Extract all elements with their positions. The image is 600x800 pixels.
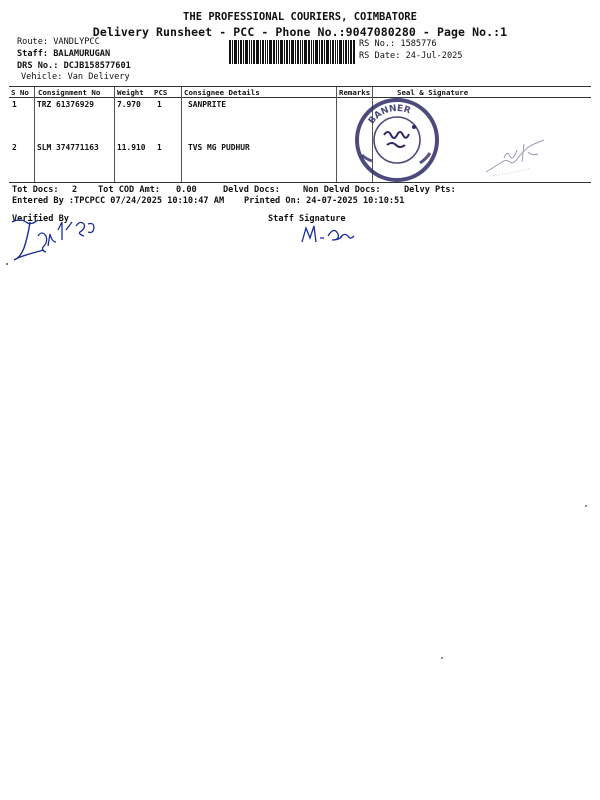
row1-consignee: SANPRITE <box>188 100 227 109</box>
staff-signature-label: Staff Signature <box>268 214 346 224</box>
route-label: Route: VANDLYPCC <box>17 37 100 47</box>
header-consignment: Consignment No <box>38 88 101 97</box>
header-sno: S No <box>11 88 29 97</box>
staff-label: Staff: BALAMURUGAN <box>17 49 111 59</box>
row1-weight: 7.970 <box>117 100 141 109</box>
row1-pcs: 1 <box>157 100 162 109</box>
runsheet-title: Delivery Runsheet - PCC - Phone No.:9047080280 - Page No.:1 <box>92 25 508 39</box>
tot-docs-value: 2 <box>72 185 78 195</box>
rs-date: RS Date: 24-Jul-2025 <box>359 51 463 61</box>
row2-consignment: SLM 374771163 <box>37 143 99 152</box>
header-pcs: PCS <box>154 88 168 97</box>
drs-number: DRS No.: DCJB158577601 <box>17 61 131 71</box>
header-seal-signature: Seal & Signature <box>397 88 469 97</box>
delivery-seal-stamp <box>354 97 440 183</box>
cod-label: Tot COD Amt: <box>98 185 161 195</box>
row2-weight: 11.910 <box>117 143 146 152</box>
verified-by-label: Verified By <box>12 214 69 224</box>
cod-value: 0.00 <box>176 185 197 195</box>
delvd-docs-label: Delvd Docs: <box>223 185 280 195</box>
verifier-signature <box>10 212 102 264</box>
table-top-rule <box>9 86 591 87</box>
header-weight: Weight <box>117 88 144 97</box>
row2-consignee: TVS MG PUDHUR <box>188 143 250 152</box>
delvy-pts-label: Delvy Pts: <box>404 185 456 195</box>
rs-number: RS No.: 1585776 <box>359 39 437 49</box>
col-divider <box>114 87 115 182</box>
header-remarks: Remarks <box>339 88 371 97</box>
row2-pcs: 1 <box>157 143 162 152</box>
company-name: THE PROFESSIONAL COURIERS, COIMBATORE <box>183 11 417 23</box>
vehicle-label: Vehicle: Van Delivery <box>21 72 130 82</box>
row1-consignment: TRZ 61376929 <box>37 100 95 109</box>
header-consignee: Consignee Details <box>184 88 260 97</box>
scan-speck <box>6 263 8 265</box>
row2-sno: 2 <box>12 143 17 152</box>
printed-on: Printed On: 24-07-2025 10:10:51 <box>244 196 405 206</box>
receiver-signature <box>482 138 548 178</box>
row1-sno: 1 <box>12 100 17 109</box>
col-divider <box>336 87 337 182</box>
staff-signature <box>298 222 358 248</box>
table-header-rule <box>9 97 591 98</box>
col-divider <box>181 87 182 182</box>
col-divider <box>34 87 35 182</box>
tot-docs-label: Tot Docs: <box>12 185 59 195</box>
scan-speck <box>441 657 443 659</box>
svg-text:BANNER: BANNER <box>366 103 412 127</box>
table-bottom-rule <box>9 182 591 183</box>
entered-by: Entered By :TPCPCC 07/24/2025 10:10:47 AM <box>12 196 225 206</box>
scan-speck <box>585 505 587 507</box>
non-delvd-docs-label: Non Delvd Docs: <box>303 185 381 195</box>
barcode <box>229 40 355 64</box>
